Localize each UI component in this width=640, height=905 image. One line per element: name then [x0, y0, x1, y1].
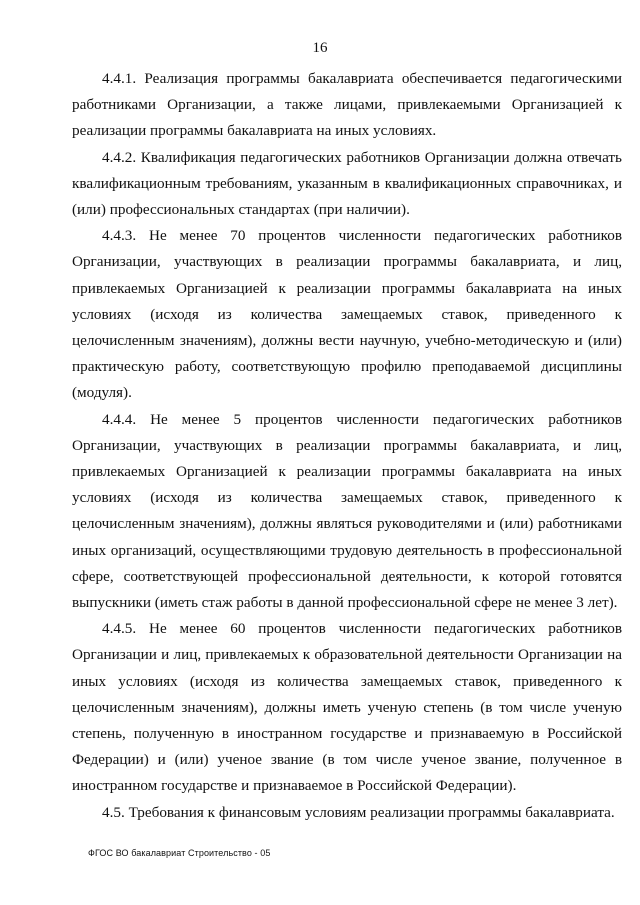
- page-number: 16: [312, 40, 328, 56]
- document-body: [72, 66, 622, 826]
- document-footer: ФГОС ВО бакалавриат Строительство - 05: [88, 848, 271, 858]
- paragraph-4-4-5: 4.4.5. Не менее 60 процентов численности педагогических работников Организации и лиц, привлекаемых к образовательной деятельности Организации на иных условиях (исходя из количества замещаемых ставок, приведенного к целочисленным значениям), должны иметь ученую степень (в том числе ученую степень, полученную в иностранном государстве и признаваемую в Российской Федерации) и (или) ученое звание (в том числе ученое звание, полученное в иностранном государстве и признаваемое в Российской Федерации).: [72, 620, 622, 795]
- paragraph-4-4-3: 4.4.3. Не менее 70 процентов численности педагогических работников Организации, участвующих в реализации программы бакалавриата, и лиц, привлекаемых Организацией к реализации программы бакалавриата на иных условиях (исходя из количества замещаемых ставок, приведенного к целочисленным значениям), должны вести научную, учебно-методическую и (или) практическую работу, соответствующую профилю преподаваемой дисциплины (модуля).: [72, 227, 622, 402]
- paragraph-4-5: 4.5. Требования к финансовым условиям реализации программы бакалавриата.: [102, 803, 615, 821]
- paragraph-4-4-1: 4.4.1. Реализация программы бакалавриата обеспечивается педагогическими работниками Организации, а также лицами, привлекаемыми Организацией к реализации программы бакалавриата на иных условиях.: [72, 70, 622, 140]
- paragraph-4-4-2: 4.4.2. Квалификация педагогических работников Организации должна отвечать квалификационным требованиям, указанным в квалификационных справочниках, и (или) профессиональных стандартах (при наличии).: [72, 148, 622, 219]
- paragraph-4-4-4: 4.4.4. Не менее 5 процентов численности педагогических работников Организации, участвующих в реализации программы бакалавриата, и лиц, привлекаемых Организацией к реализации программы бакалавриата на иных условиях (исходя из количества замещаемых ставок, приведенного к целочисленным значениям), должны являться руководителями и (или) работниками иных организаций, осуществляющими трудовую деятельность в профессиональной сфере, соответствующей профессиональной деятельности, к которой готовятся выпускники (иметь стаж работы в данной профессиональной сфере не менее 3 лет).: [72, 410, 622, 612]
